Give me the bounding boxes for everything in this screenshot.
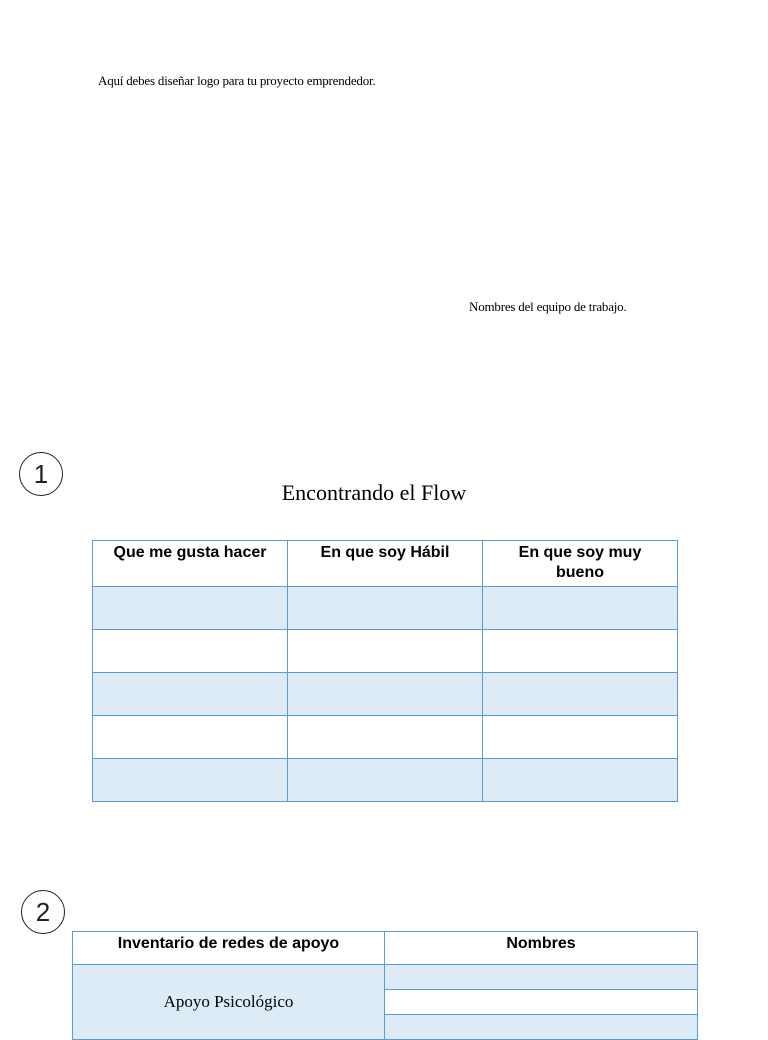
support-header-inventory: Inventario de redes de apoyo [73,932,385,965]
logo-instruction-text: Aquí debes diseñar logo para tu proyecto emprendedor. [98,73,376,88]
support-name-cell[interactable] [385,1015,698,1040]
flow-cell[interactable] [483,759,678,802]
step-1-number: 1 [33,458,49,489]
flow-cell[interactable] [93,673,288,716]
flow-cell[interactable] [288,673,483,716]
flow-cell[interactable] [288,630,483,673]
flow-table [92,540,678,802]
flow-header-likes: Que me gusta hacer [93,541,288,587]
table-row [93,759,678,802]
flow-cell[interactable] [93,630,288,673]
table-row [93,716,678,759]
table-row [93,587,678,630]
flow-cell[interactable] [288,759,483,802]
flow-cell[interactable] [483,587,678,630]
step-2-number: 2 [35,896,51,927]
support-name-cell[interactable] [385,990,698,1015]
step-2-circle [21,890,65,934]
flow-cell[interactable] [483,673,678,716]
section-title-flow: Encontrando el Flow [281,480,467,505]
flow-cell[interactable] [288,587,483,630]
team-names-label: Nombres del equipo de trabajo. [469,299,627,314]
flow-header-skilled: En que soy Hábil [288,541,483,587]
flow-cell[interactable] [93,587,288,630]
flow-cell[interactable] [93,716,288,759]
table-row [73,965,698,990]
flow-cell[interactable] [288,716,483,759]
table-row [93,630,678,673]
flow-table-header-row [93,541,678,587]
flow-header-very-good: En que soy muy bueno [483,541,678,587]
flow-cell[interactable] [93,759,288,802]
support-header-names: Nombres [385,932,698,965]
support-table-header-row [73,932,698,965]
flow-cell[interactable] [483,716,678,759]
flow-cell[interactable] [483,630,678,673]
table-row [93,673,678,716]
support-name-cell[interactable] [385,965,698,990]
support-category-psychological: Apoyo Psicológico [73,965,385,1040]
